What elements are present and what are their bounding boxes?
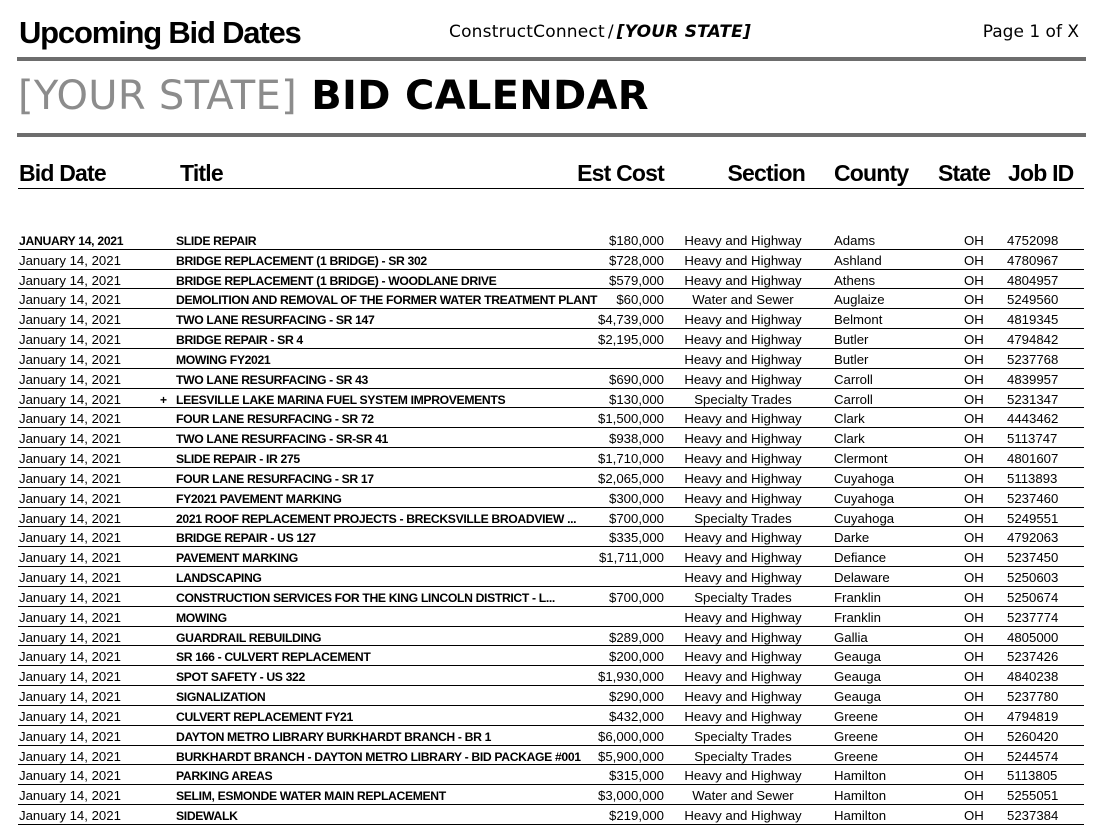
bid-date-cell: January 14, 2021 <box>19 272 121 288</box>
job-id-cell: 5237450 <box>1007 550 1059 566</box>
bid-date-cell: January 14, 2021 <box>19 312 121 328</box>
county-cell: Darke <box>834 530 870 546</box>
table-row <box>18 270 1084 290</box>
title-cell: SPOT SAFETY - US 322 <box>176 670 305 685</box>
section-cell: Specialty Trades <box>694 728 792 744</box>
county-cell: Geauga <box>834 649 881 665</box>
calendar-title <box>18 70 649 122</box>
table-row <box>18 369 1084 389</box>
job-id-cell: 4840238 <box>1007 669 1059 685</box>
brand-state: [YOUR STATE] <box>616 22 751 42</box>
est-cost-cell: $5,900,000 <box>597 748 664 764</box>
state-cell: OH <box>964 391 984 407</box>
county-cell: Carroll <box>834 391 873 407</box>
job-id-cell: 4752098 <box>1007 233 1059 248</box>
bid-date-cell: January 14, 2021 <box>19 768 121 784</box>
state-cell: OH <box>964 371 984 387</box>
table-row <box>18 488 1084 508</box>
title-cell: MOWING <box>176 610 227 625</box>
bid-date-cell: January 14, 2021 <box>19 451 121 467</box>
bid-date-cell: JANUARY 14, 2021 <box>19 234 124 248</box>
job-id-cell: 5237780 <box>1007 689 1059 705</box>
state-cell: OH <box>964 470 984 486</box>
county-cell: Cuyahoga <box>834 490 895 506</box>
job-id-cell: 4792063 <box>1007 530 1059 546</box>
brand-line <box>449 20 751 44</box>
section-cell: Heavy and Highway <box>684 768 802 784</box>
job-id-cell: 5237384 <box>1007 808 1059 824</box>
county-cell: Cuyahoga <box>834 510 895 526</box>
state-cell: OH <box>964 530 984 546</box>
job-id-cell: 4780967 <box>1007 252 1059 268</box>
table-row <box>18 785 1084 805</box>
section-cell: Heavy and Highway <box>684 570 802 586</box>
bid-date-cell: January 14, 2021 <box>19 589 121 605</box>
section-cell: Specialty Trades <box>694 510 792 526</box>
state-cell: OH <box>964 411 984 427</box>
county-cell: Defiance <box>834 550 887 566</box>
section-cell: Heavy and Highway <box>684 470 802 486</box>
est-cost-cell: $3,000,000 <box>597 788 664 804</box>
job-id-cell: 5113805 <box>1007 768 1058 784</box>
section-cell: Heavy and Highway <box>684 351 802 367</box>
bid-date-cell: January 14, 2021 <box>19 530 121 546</box>
table-row <box>18 408 1084 428</box>
section-cell: Heavy and Highway <box>684 629 802 645</box>
county-cell: Greene <box>834 708 878 724</box>
bid-date-cell: January 14, 2021 <box>19 570 121 586</box>
title-cell: PARKING AREAS <box>176 769 273 784</box>
job-id-cell: 5260420 <box>1007 728 1059 744</box>
bid-date-cell: January 14, 2021 <box>19 431 121 447</box>
table-row <box>18 805 1084 825</box>
column-header-section: Section <box>727 160 805 186</box>
title-cell: BRIDGE REPAIR - SR 4 <box>176 333 303 348</box>
est-cost-cell: $315,000 <box>608 768 664 784</box>
county-cell: Carroll <box>834 371 873 387</box>
title-divider <box>17 133 1086 137</box>
table-row <box>18 349 1084 369</box>
job-id-cell: 5237426 <box>1007 649 1059 665</box>
county-cell: Hamilton <box>834 808 887 824</box>
column-header-bid-date: Bid Date <box>19 160 106 186</box>
est-cost-cell: $180,000 <box>608 233 664 248</box>
county-cell: Athens <box>834 272 876 288</box>
job-id-cell: 5237460 <box>1007 490 1059 506</box>
section-cell: Heavy and Highway <box>684 490 802 506</box>
title-cell: FOUR LANE RESURFACING - SR 72 <box>176 412 374 427</box>
bid-date-cell: January 14, 2021 <box>19 708 121 724</box>
est-cost-cell: $700,000 <box>608 510 664 526</box>
title-cell: SELIM, ESMONDE WATER MAIN REPLACEMENT <box>176 789 446 804</box>
page-indicator: Page 1 of X <box>982 22 1079 42</box>
county-cell: Gallia <box>834 629 868 645</box>
est-cost-cell: $290,000 <box>608 689 664 705</box>
state-cell: OH <box>964 233 984 248</box>
est-cost-cell: $60,000 <box>616 292 664 308</box>
county-cell: Hamilton <box>834 768 887 784</box>
county-cell: Geauga <box>834 689 881 705</box>
county-cell: Franklin <box>834 589 881 605</box>
job-id-cell: 5249551 <box>1007 510 1059 526</box>
column-header-county: County <box>834 160 909 186</box>
job-id-cell: 4443462 <box>1007 411 1059 427</box>
section-cell: Heavy and Highway <box>684 530 802 546</box>
est-cost-cell: $432,000 <box>608 708 664 724</box>
est-cost-cell: $130,000 <box>608 391 664 407</box>
title-cell: PAVEMENT MARKING <box>176 551 298 566</box>
title-cell: LANDSCAPING <box>176 571 262 586</box>
table-row <box>18 527 1084 547</box>
county-cell: Geauga <box>834 669 881 685</box>
bid-table <box>18 230 1084 825</box>
state-cell: OH <box>964 550 984 566</box>
county-cell: Butler <box>834 351 869 367</box>
table-row <box>18 468 1084 488</box>
table-row <box>18 230 1084 250</box>
bid-date-cell: January 14, 2021 <box>19 808 121 824</box>
section-cell: Heavy and Highway <box>684 411 802 427</box>
section-cell: Heavy and Highway <box>684 332 802 348</box>
est-cost-cell: $1,500,000 <box>597 411 664 427</box>
job-id-cell: 5244574 <box>1007 748 1059 764</box>
bid-date-cell: January 14, 2021 <box>19 629 121 645</box>
job-id-cell: 5255051 <box>1007 788 1059 804</box>
state-cell: OH <box>964 689 984 705</box>
section-cell: Heavy and Highway <box>684 708 802 724</box>
table-row <box>18 389 1084 409</box>
state-cell: OH <box>964 669 984 685</box>
est-cost-cell: $1,710,000 <box>597 451 664 467</box>
table-row <box>18 627 1084 647</box>
table-row <box>18 567 1084 587</box>
est-cost-cell: $2,065,000 <box>597 470 664 486</box>
job-id-cell: 4839957 <box>1007 371 1059 387</box>
section-cell: Heavy and Highway <box>684 669 802 685</box>
est-cost-cell: $579,000 <box>608 272 664 288</box>
job-id-cell: 5250603 <box>1007 570 1059 586</box>
title-cell: LEESVILLE LAKE MARINA FUEL SYSTEM IMPROVEMENTS <box>176 392 506 407</box>
title-cell: BURKHARDT BRANCH - DAYTON METRO LIBRARY - BID PACKAGE #001 <box>176 749 581 764</box>
est-cost-cell: $2,195,000 <box>597 332 664 348</box>
new-marker-cell: + <box>160 392 168 407</box>
state-cell: OH <box>964 708 984 724</box>
bid-date-cell: January 14, 2021 <box>19 669 121 685</box>
est-cost-cell: $335,000 <box>608 530 664 546</box>
section-cell: Heavy and Highway <box>684 689 802 705</box>
document-title: Upcoming Bid Dates <box>19 15 301 50</box>
table-row <box>18 746 1084 766</box>
section-cell: Heavy and Highway <box>684 272 802 288</box>
est-cost-cell: $700,000 <box>608 589 664 605</box>
column-header-est-cost: Est Cost <box>577 160 664 186</box>
title-cell: CULVERT REPLACEMENT FY21 <box>176 709 353 724</box>
job-id-cell: 5237774 <box>1007 609 1059 625</box>
title-cell: 2021 ROOF REPLACEMENT PROJECTS - BRECKSVILLE BROADVIEW ... <box>176 511 577 526</box>
section-cell: Heavy and Highway <box>684 233 802 248</box>
state-cell: OH <box>964 649 984 665</box>
job-id-cell: 4794842 <box>1007 332 1059 348</box>
county-cell: Clark <box>834 431 865 447</box>
bid-date-cell: January 14, 2021 <box>19 252 121 268</box>
section-cell: Heavy and Highway <box>684 252 802 268</box>
state-cell: OH <box>964 728 984 744</box>
calendar-state: [YOUR STATE] <box>18 73 298 119</box>
county-cell: Clark <box>834 411 865 427</box>
table-row <box>18 547 1084 567</box>
brand-separator: / <box>607 22 614 42</box>
table-row <box>18 646 1084 666</box>
calendar-title-text: BID CALENDAR <box>311 73 649 119</box>
county-cell: Cuyahoga <box>834 470 895 486</box>
state-cell: OH <box>964 788 984 804</box>
bid-date-cell: January 14, 2021 <box>19 391 121 407</box>
est-cost-cell: $728,000 <box>608 252 664 268</box>
est-cost-cell: $6,000,000 <box>597 728 664 744</box>
column-header-rule <box>18 188 1084 189</box>
section-cell: Heavy and Highway <box>684 649 802 665</box>
section-cell: Heavy and Highway <box>684 312 802 328</box>
state-cell: OH <box>964 570 984 586</box>
title-cell: FY2021 PAVEMENT MARKING <box>176 491 342 506</box>
title-cell: SLIDE REPAIR <box>176 234 257 248</box>
state-cell: OH <box>964 332 984 348</box>
state-cell: OH <box>964 808 984 824</box>
job-id-cell: 4805000 <box>1007 629 1059 645</box>
table-row <box>18 428 1084 448</box>
county-cell: Greene <box>834 748 878 764</box>
title-cell: DEMOLITION AND REMOVAL OF THE FORMER WATER TREATMENT PLANT <box>176 293 598 308</box>
table-row <box>18 726 1084 746</box>
column-header-title: Title <box>180 160 223 186</box>
job-id-cell: 5237768 <box>1007 351 1059 367</box>
table-row <box>18 666 1084 686</box>
job-id-cell: 5250674 <box>1007 589 1059 605</box>
section-cell: Heavy and Highway <box>684 609 802 625</box>
job-id-cell: 4801607 <box>1007 451 1059 467</box>
table-row <box>18 289 1084 309</box>
section-cell: Specialty Trades <box>694 589 792 605</box>
table-row <box>18 587 1084 607</box>
title-cell: SR 166 - CULVERT REPLACEMENT <box>176 650 371 665</box>
section-cell: Heavy and Highway <box>684 431 802 447</box>
est-cost-cell: $289,000 <box>608 629 664 645</box>
title-cell: TWO LANE RESURFACING - SR 43 <box>176 372 368 387</box>
county-cell: Franklin <box>834 609 881 625</box>
bid-date-cell: January 14, 2021 <box>19 411 121 427</box>
est-cost-cell: $1,711,000 <box>598 550 664 566</box>
county-cell: Belmont <box>834 312 883 328</box>
est-cost-cell: $690,000 <box>608 371 664 387</box>
bid-date-cell: January 14, 2021 <box>19 550 121 566</box>
county-cell: Greene <box>834 728 878 744</box>
state-cell: OH <box>964 292 984 308</box>
table-row <box>18 765 1084 785</box>
job-id-cell: 5231347 <box>1007 391 1059 407</box>
county-cell: Adams <box>834 233 876 248</box>
state-cell: OH <box>964 490 984 506</box>
est-cost-cell: $938,000 <box>608 431 664 447</box>
state-cell: OH <box>964 609 984 625</box>
section-cell: Specialty Trades <box>694 748 792 764</box>
job-id-cell: 4819345 <box>1007 312 1059 328</box>
est-cost-cell: $200,000 <box>608 649 664 665</box>
job-id-cell: 4794819 <box>1007 708 1059 724</box>
bid-date-cell: January 14, 2021 <box>19 470 121 486</box>
table-row <box>18 329 1084 349</box>
county-cell: Auglaize <box>834 292 885 308</box>
title-cell: TWO LANE RESURFACING - SR 147 <box>176 313 375 328</box>
job-id-cell: 4804957 <box>1007 272 1059 288</box>
title-cell: GUARDRAIL REBUILDING <box>176 630 322 645</box>
table-row <box>18 607 1084 627</box>
bid-date-cell: January 14, 2021 <box>19 609 121 625</box>
title-cell: TWO LANE RESURFACING - SR-SR 41 <box>176 432 388 447</box>
est-cost-cell: $300,000 <box>608 490 664 506</box>
county-cell: Ashland <box>834 252 882 268</box>
brand-name: ConstructConnect <box>449 22 605 42</box>
state-cell: OH <box>964 510 984 526</box>
title-cell: BRIDGE REPAIR - US 127 <box>176 531 316 546</box>
title-cell: DAYTON METRO LIBRARY BURKHARDT BRANCH - BR 1 <box>176 729 492 744</box>
section-cell: Water and Sewer <box>692 292 794 308</box>
title-cell: MOWING FY2021 <box>176 352 271 367</box>
table-row <box>18 686 1084 706</box>
bid-date-cell: January 14, 2021 <box>19 728 121 744</box>
section-cell: Heavy and Highway <box>684 451 802 467</box>
job-id-cell: 5113747 <box>1007 431 1058 447</box>
bid-date-cell: January 14, 2021 <box>19 371 121 387</box>
section-cell: Heavy and Highway <box>684 808 802 824</box>
state-cell: OH <box>964 589 984 605</box>
section-cell: Heavy and Highway <box>684 550 802 566</box>
section-cell: Specialty Trades <box>694 391 792 407</box>
bid-date-cell: January 14, 2021 <box>19 490 121 506</box>
bid-date-cell: January 14, 2021 <box>19 332 121 348</box>
bid-date-cell: January 14, 2021 <box>19 689 121 705</box>
bid-date-cell: January 14, 2021 <box>19 649 121 665</box>
county-cell: Butler <box>834 332 869 348</box>
state-cell: OH <box>964 351 984 367</box>
title-cell: BRIDGE REPLACEMENT (1 BRIDGE) - WOODLANE DRIVE <box>176 273 497 288</box>
state-cell: OH <box>964 451 984 467</box>
county-cell: Hamilton <box>834 788 887 804</box>
bid-date-cell: January 14, 2021 <box>19 788 121 804</box>
job-id-cell: 5249560 <box>1007 292 1059 308</box>
table-row <box>18 309 1084 329</box>
title-cell: SLIDE REPAIR - IR 275 <box>176 452 300 467</box>
est-cost-cell: $1,930,000 <box>597 669 664 685</box>
state-cell: OH <box>964 629 984 645</box>
bid-date-cell: January 14, 2021 <box>19 292 121 308</box>
est-cost-cell: $219,000 <box>608 808 664 824</box>
section-cell: Heavy and Highway <box>684 371 802 387</box>
table-row <box>18 448 1084 468</box>
state-cell: OH <box>964 748 984 764</box>
state-cell: OH <box>964 431 984 447</box>
state-cell: OH <box>964 312 984 328</box>
est-cost-cell: $4,739,000 <box>597 312 664 328</box>
title-cell: FOUR LANE RESURFACING - SR 17 <box>176 471 374 486</box>
bid-date-cell: January 14, 2021 <box>19 748 121 764</box>
column-header-state: State <box>938 160 991 186</box>
table-row <box>18 508 1084 528</box>
county-cell: Clermont <box>834 451 888 467</box>
bid-date-cell: January 14, 2021 <box>19 351 121 367</box>
column-header-job-id: Job ID <box>1008 160 1074 186</box>
table-row <box>18 706 1084 726</box>
title-cell: CONSTRUCTION SERVICES FOR THE KING LINCOLN DISTRICT - L... <box>176 590 555 605</box>
bid-date-cell: January 14, 2021 <box>19 510 121 526</box>
title-cell: BRIDGE REPLACEMENT (1 BRIDGE) - SR 302 <box>176 253 427 268</box>
title-cell: SIDEWALK <box>176 809 238 824</box>
header-divider <box>17 57 1086 61</box>
section-cell: Water and Sewer <box>692 788 794 804</box>
county-cell: Delaware <box>834 570 890 586</box>
job-id-cell: 5113893 <box>1007 470 1058 486</box>
title-cell: SIGNALIZATION <box>176 690 266 705</box>
state-cell: OH <box>964 272 984 288</box>
table-row <box>18 250 1084 270</box>
state-cell: OH <box>964 768 984 784</box>
state-cell: OH <box>964 252 984 268</box>
